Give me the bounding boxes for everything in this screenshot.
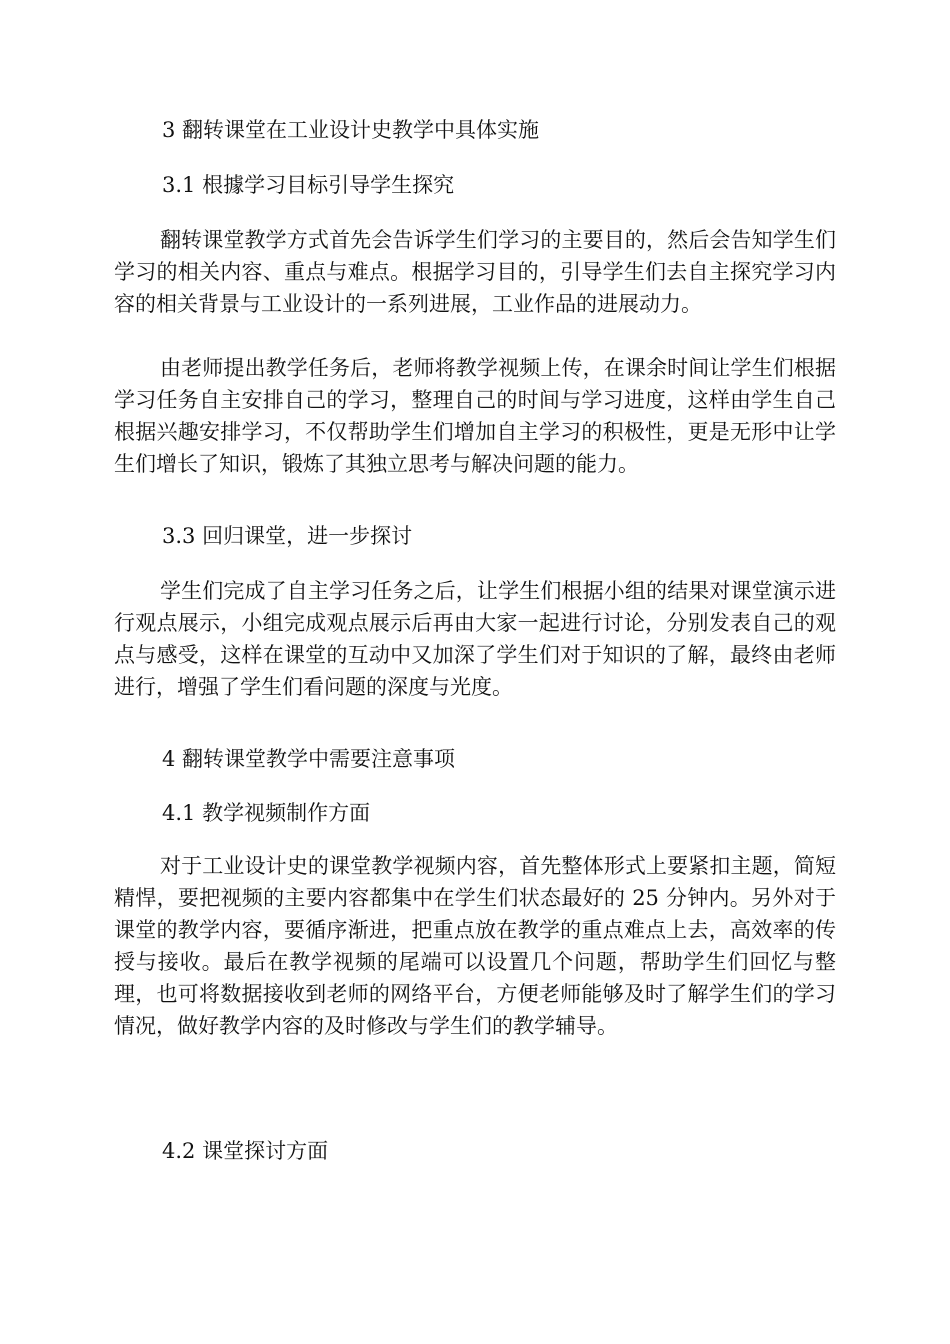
subsection-heading-4-1: 4.1 教学视频制作方面 — [162, 801, 371, 825]
paragraph-3-2: 由老师提出教学任务后，老师将教学视频上传，在课余时间让学生们根据学习任务自主安排自己的学习，整理自己的时间与学习进度，这样由学生自己根据兴趣安排学习，不仅帮助学生们增加自主学习的积极性，更是无形中让学生们增长了知识，锻炼了其独立思考与解决问题的能力。 — [114, 356, 836, 476]
section-heading-3: 3 翻转课堂在工业设计史教学中具体实施 — [162, 118, 540, 142]
subsection-heading-4-2: 4.2 课堂探讨方面 — [162, 1139, 329, 1163]
subsection-heading-3-1: 3.1 根據学习目标引导学生探究 — [162, 173, 455, 197]
subsection-heading-3-3: 3.3 回归课堂，进一步探讨 — [162, 524, 413, 548]
paragraph-3-3: 学生们完成了自主学习任务之后，让学生们根据小组的结果对课堂演示进行观点展示，小组完成观点展示后再由大家一起进行讨论，分别发表自己的观点与感受，这样在课堂的互动中又加深了学生们对于知识的了解，最终由老师进行，增强了学生们看问题的深度与光度。 — [114, 579, 836, 699]
paragraph-4-1: 对于工业设计史的课堂教学视频内容，首先整体形式上要紧扣主题，简短精悍，要把视频的主要内容都集中在学生们状态最好的 25 分钟内。另外对于课堂的教学内容，要循序渐进，把重点放在教学的重点难点上去，高效率的传授与接收。最后在教学视频的尾端可以设置几个问题，帮助学生们回忆与整理，也可将数据接收到老师的网络平台，方便老师能够及时了解学生们的学习情况，做好教学内容的及时修改与学生们的教学辅导。 — [114, 854, 836, 1038]
section-heading-4: 4 翻转课堂教学中需要注意事项 — [162, 747, 456, 771]
paragraph-3-1: 翻转课堂教学方式首先会告诉学生们学习的主要目的，然后会告知学生们学习的相关内容、重点与难点。根据学习目的，引导学生们去自主探究学习内容的相关背景与工业设计的一系列进展，工业作品的进展动力。 — [114, 228, 836, 316]
